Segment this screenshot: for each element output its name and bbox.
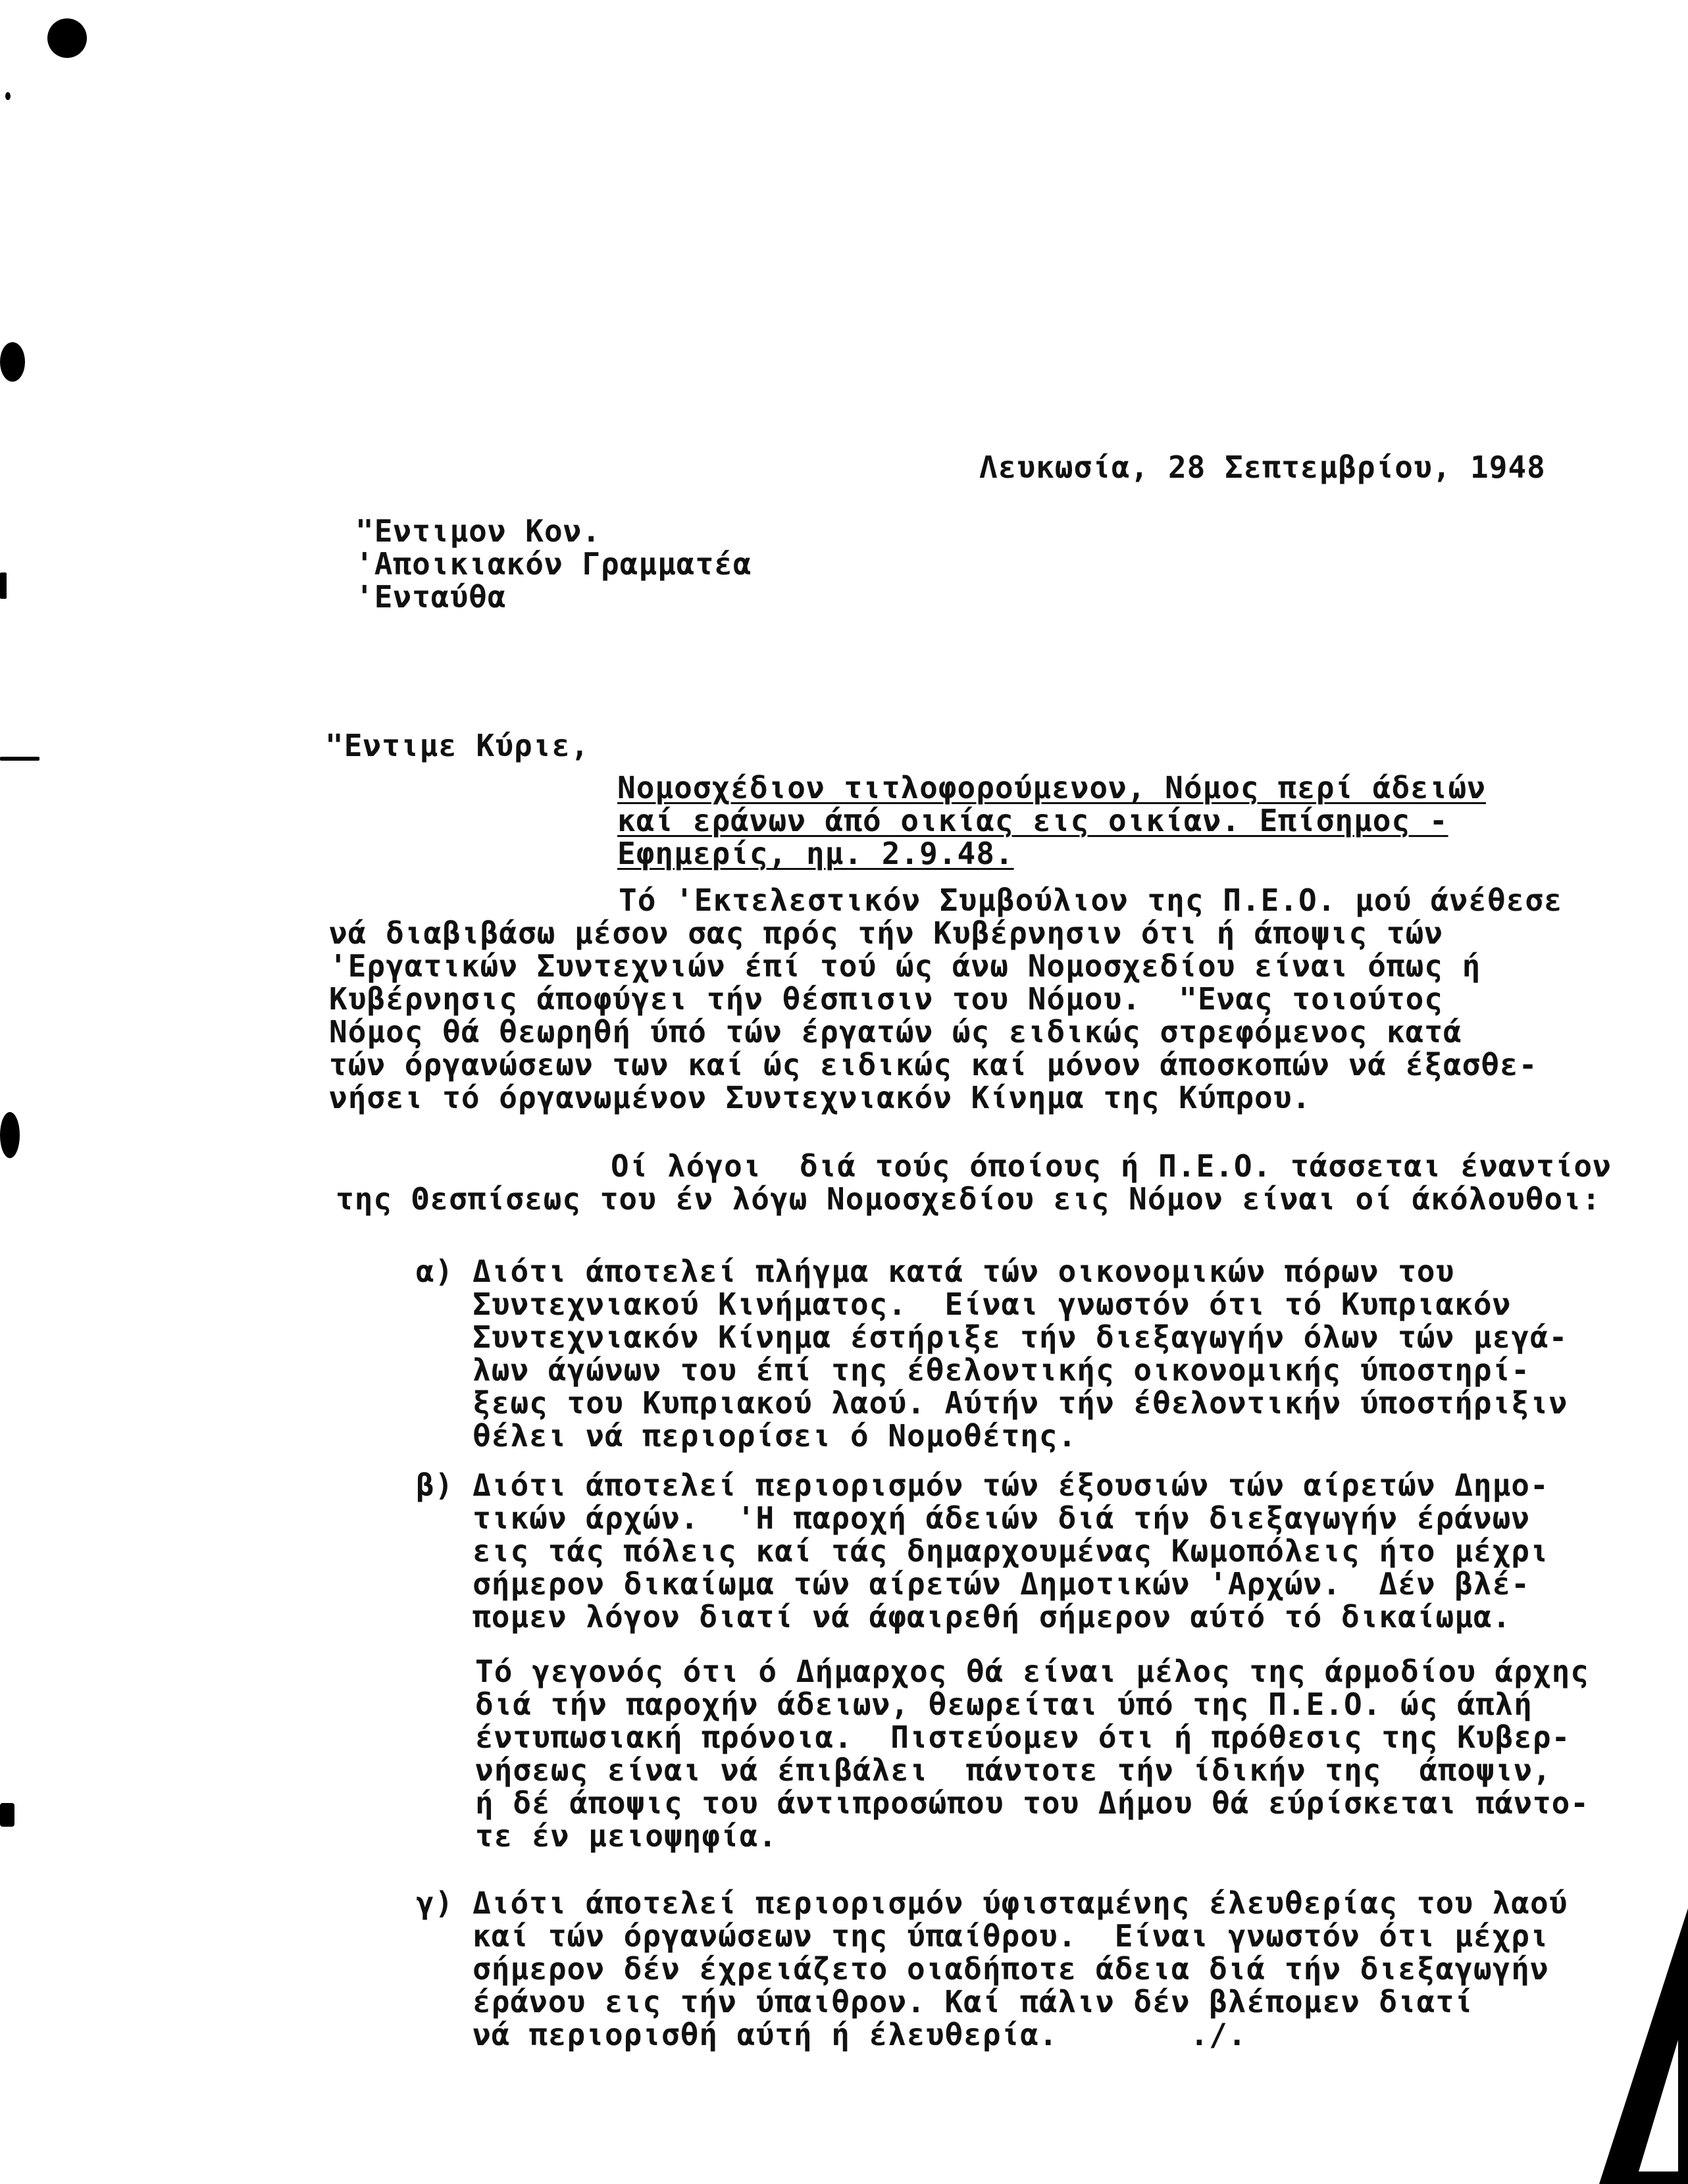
punch-hole-mark bbox=[0, 342, 25, 382]
subject-line: καί εράνων άπό οικίας εις οικίαν. Επίσημος - bbox=[617, 803, 1448, 838]
text-line: έντυπωσιακή πρόνοια. Πιστεύομεν ότι ή πρόθεσις της Κυβερ- bbox=[475, 1719, 1571, 1755]
text-line: διά τήν παροχήν άδειων, θεωρείται ύπό της Π.Ε.Ο. ώς άπλή bbox=[475, 1687, 1533, 1722]
text-line: σήμερον δέν έχρειάζετο οιαδήποτε άδεια διά τήν διεξαγωγήν bbox=[416, 1951, 1549, 1987]
addressee-line: 'Αποικιακόν Γραμματέα bbox=[355, 546, 752, 582]
text-line: τε έν μειοψηφία. bbox=[475, 1818, 778, 1854]
addressee-block bbox=[355, 515, 752, 613]
text-line: Τό γεγονός ότι ό Δήμαρχος θά είναι μέλος της άρμοδίου άρχης bbox=[475, 1654, 1589, 1689]
text-line: β) Διότι άποτελεί περιορισμόν τών έξουσιών τών αίρετών Δημο- bbox=[416, 1467, 1549, 1503]
punch-hole-mark bbox=[0, 1112, 20, 1158]
scan-artifact bbox=[47, 18, 87, 58]
scan-artifact bbox=[0, 1803, 14, 1827]
text-line: σήμερον δικαίωμα τών αίρετών Δημοτικών 'Αρχών. Δέν βλέ- bbox=[416, 1566, 1530, 1602]
addressee-line: 'Ενταύθα bbox=[355, 579, 507, 615]
subject-line: Εφημερίς, ημ. 2.9.48. bbox=[617, 836, 1014, 871]
text-line: νά περιορισθή αύτή ή έλευθερία. ./. bbox=[416, 2017, 1247, 2052]
text-line: Κυβέρνησις άποφύγει τήν θέσπισιν του Νόμου. "Ενας τοιούτος bbox=[329, 981, 1443, 1017]
text-line: καί τών όργανώσεων της ύπαίθρου. Είναι γνωστόν ότι μέχρι bbox=[416, 1918, 1549, 1954]
page-corner-shadow bbox=[1599, 1908, 1688, 2184]
text-line: α) Διότι άποτελεί πλήγμα κατά τών οικονομικών πόρων του bbox=[416, 1254, 1455, 1289]
letter-date: Λευκωσία, 28 Σεπτεμβρίου, 1948 bbox=[979, 449, 1546, 485]
paragraph-1 bbox=[329, 884, 1563, 1114]
paragraph-2 bbox=[336, 1150, 1612, 1215]
text-line: έράνου εις τήν ύπαιθρον. Καί πάλιν δέν βλέπομεν διατί bbox=[416, 1984, 1473, 2019]
list-item-b-continuation bbox=[475, 1655, 1589, 1852]
text-line: εις τάς πόλεις καί τάς δημαρχουμένας Κωμοπόλεις ήτο μέχρι bbox=[416, 1533, 1549, 1569]
text-line: τικών άρχών. 'Η παροχή άδειών διά τήν διεξαγωγήν έράνων bbox=[416, 1500, 1530, 1536]
scan-artifact bbox=[0, 757, 39, 761]
scan-artifact bbox=[5, 92, 11, 100]
subject-line: Νομοσχέδιον τιτλοφορούμενον, Νόμος περί άδειών bbox=[617, 770, 1486, 805]
subject-block bbox=[617, 771, 1486, 870]
text-line: Συντεχνιακού Κινήματος. Είναι γνωστόν ότι τό Κυπριακόν bbox=[416, 1286, 1512, 1322]
text-line: Συντεχνιακόν Κίνημα έστήριξε τήν διεξαγωγήν όλων τών μεγά- bbox=[416, 1319, 1568, 1355]
text-line: της Θεσπίσεως του έν λόγω Νομοσχεδίου εις Νόμον είναι οί άκόλουθοι: bbox=[336, 1181, 1601, 1217]
text-line: νήσει τό όργανωμένον Συντεχνιακόν Κίνημα της Κύπρου. bbox=[329, 1080, 1312, 1115]
text-line: 'Εργατικών Συντεχνιών έπί τού ώς άνω Νομοσχεδίου είναι όπως ή bbox=[329, 948, 1481, 984]
text-line: Τό 'Εκτελεστικόν Συμβούλιον της Π.Ε.Ο. μού άνέθεσε bbox=[619, 882, 1563, 918]
text-line: τών όργανώσεων των καί ώς ειδικώς καί μόνον άποσκοπών νά έξασθε- bbox=[329, 1047, 1538, 1082]
scan-artifact bbox=[0, 572, 7, 599]
text-line: ή δέ άποψις του άντιπροσώπου του Δήμου θά εύρίσκεται πάντο- bbox=[475, 1785, 1589, 1821]
list-item-a bbox=[416, 1255, 1568, 1452]
salutation: "Εντιμε Κύριε, bbox=[325, 728, 590, 763]
list-item-c bbox=[416, 1887, 1568, 2051]
text-line: θέλει νά περιορίσει ό Νομοθέτης. bbox=[416, 1418, 1077, 1454]
text-line: Νόμος θά θεωρηθή ύπό τών έργατών ώς ειδικώς στρεφόμενος κατά bbox=[329, 1014, 1462, 1050]
text-line: Οί λόγοι διά τούς όποίους ή Π.Ε.Ο. τάσσεται έναντίον bbox=[611, 1148, 1612, 1184]
text-line: ξεως του Κυπριακού λαού. Αύτήν τήν έθελοντικήν ύποστήριξιν bbox=[416, 1385, 1568, 1421]
text-line: νήσεως είναι νά έπιβάλει πάντοτε τήν ίδικήν της άποψιν, bbox=[475, 1752, 1552, 1788]
list-item-b bbox=[416, 1469, 1549, 1633]
text-line: λων άγώνων του έπί της έθελοντικής οικονομικής ύποστηρί- bbox=[416, 1352, 1530, 1388]
addressee-line: "Εντιμον Κον. bbox=[355, 513, 601, 549]
text-line: πομεν λόγον διατί νά άφαιρεθή σήμερον αύτό τό δικαίωμα. bbox=[416, 1599, 1512, 1635]
text-line: νά διαβιβάσω μέσον σας πρός τήν Κυβέρνησιν ότι ή άποψις τών bbox=[329, 915, 1443, 951]
text-line: γ) Διότι άποτελεί περιορισμόν ύφισταμένης έλευθερίας του λαού bbox=[416, 1885, 1568, 1921]
